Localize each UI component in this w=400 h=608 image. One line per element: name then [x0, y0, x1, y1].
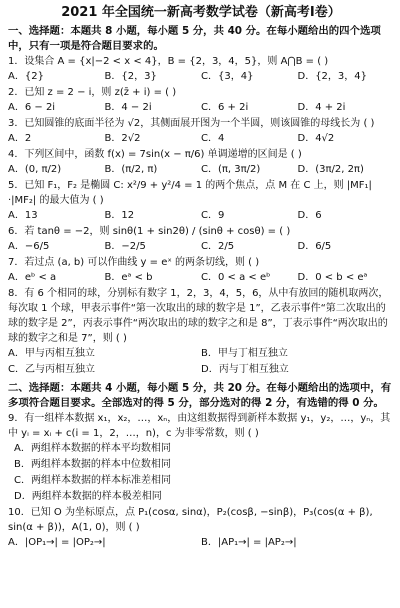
option-d: D．0 < b < eᵃ	[297, 272, 368, 283]
question-6: 6．若 tanθ = −2，则 sinθ(1 + sin2θ) / (sinθ + cosθ) = ( )	[8, 226, 291, 237]
option-d: D．两组样本数据的样本极差相同	[14, 491, 162, 502]
question-3-options	[8, 131, 394, 147]
question-2: 2．已知 z = 2 − i，则 z(z̄ + i) = ( )	[8, 87, 177, 98]
question-6-options	[8, 239, 394, 255]
option-d: D．4 + 2i	[297, 102, 346, 113]
option-b: B．|AP₁→| = |AP₂→|	[201, 537, 297, 548]
option-b: B．2√2	[104, 133, 141, 144]
section-1-header: 一、选择题：本题共 8 小题，每小题 5 分，共 40 分。在每小题给出的四个选项中，只有一项是符合题目要求的。	[8, 25, 381, 52]
option-a: A．6 − 2i	[8, 102, 56, 113]
question-1: 1．设集合 A = {x|−2 < x < 4}，B = {2，3，4，5}，则 A⋂B = ( )	[8, 56, 329, 67]
option-b: B．两组样本数据的样本中位数相同	[14, 459, 171, 470]
question-10: 10．已知 O 为坐标原点，点 P₁(cosα, sinα)，P₂(cosβ, −sinβ)，P₃(cos(α + β), sin(α + β))，A(1, 0)，则 ( )	[8, 507, 373, 533]
option-c: C．2/5	[201, 241, 235, 252]
option-d: D．4√2	[297, 133, 335, 144]
option-a: A．|OP₁→| = |OP₂→|	[8, 537, 106, 548]
question-5: 5．已知 F₁，F₂ 是椭圆 C: x²/9 + y²/4 = 1 的两个焦点，点 M 在 C 上，则 |MF₁|·|MF₂| 的最大值为 ( )	[8, 180, 372, 206]
exam-title: 2021 年全国统一新高考数学试卷（新高考Ⅰ卷）	[61, 5, 341, 20]
option-a: A．−6/5	[8, 241, 50, 252]
question-1-options	[8, 69, 394, 85]
question-5-options	[8, 208, 394, 224]
option-b: B．{2，3}	[104, 71, 157, 82]
option-c: C．4	[201, 133, 225, 144]
option-b: B．4 − 2i	[104, 102, 152, 113]
option-b: B．甲与丁相互独立	[201, 348, 288, 359]
option-d: D．{2，3，4}	[297, 71, 368, 82]
option-b: B．12	[104, 210, 135, 221]
option-c: C．{3，4}	[201, 71, 254, 82]
question-7: 7．若过点 (a, b) 可以作曲线 y = eˣ 的两条切线，则 ( )	[8, 257, 260, 268]
question-10-options	[8, 535, 394, 551]
question-2-options	[8, 100, 394, 116]
option-b: B．(π/2, π)	[104, 164, 158, 175]
option-d: D．6	[297, 210, 322, 221]
option-a: A．eᵇ < a	[8, 272, 57, 283]
option-a: A．两组样本数据的样本平均数相同	[14, 443, 171, 454]
question-8-options-row-1	[8, 346, 394, 362]
option-a: A．2	[8, 133, 32, 144]
question-4: 4．下列区间中，函数 f(x) = 7sin(x − π/6) 单调递增的区间是 ( )	[8, 149, 302, 160]
option-c: C．两组样本数据的样本标准差相同	[14, 475, 171, 486]
option-d: D．丙与丁相互独立	[201, 364, 289, 375]
option-b: B．−2/5	[104, 241, 146, 252]
section-2-header: 二、选择题：本题共 4 小题，每小题 5 分，共 20 分。在每小题给出的选项中，有多项符合题目要求。全部选对的得 5 分，部分选对的得 2 分，有选错的得 0 分。	[8, 382, 392, 409]
exam-page	[8, 4, 394, 604]
option-a: A．甲与丙相互独立	[8, 348, 95, 359]
option-a: A．13	[8, 210, 38, 221]
option-d: D．6/5	[297, 241, 332, 252]
question-4-options	[8, 162, 394, 178]
option-c: C．6 + 2i	[201, 102, 249, 113]
option-d: D．(3π/2, 2π)	[297, 164, 364, 175]
option-c: C．9	[201, 210, 225, 221]
option-a: A．{2}	[8, 71, 44, 82]
question-3: 3．已知圆锥的底面半径为 √2，其侧面展开图为一个半圆，则该圆锥的母线长为 ( )	[8, 118, 375, 129]
option-c: C．(π, 3π/2)	[201, 164, 261, 175]
option-a: A．(0, π/2)	[8, 164, 62, 175]
question-7-options	[8, 270, 394, 286]
option-c: C．乙与丙相互独立	[8, 364, 95, 375]
question-8-options-row-2	[8, 362, 394, 378]
question-9: 9．有一组样本数据 x₁，x₂，…，xₙ，由这组数据得到新样本数据 y₁，y₂，…，yₙ，其中 yᵢ = xᵢ + c(i = 1，2，…，n)，c 为非零常数，则 ( )	[8, 413, 391, 439]
option-b: B．eᵃ < b	[104, 272, 153, 283]
question-8: 8．有 6 个相同的球，分别标有数字 1，2，3，4，5，6，从中有放回的随机取两次，每次取 1 个球，甲表示事件“第一次取出的球的数字是 1”，乙表示事件“第二次取出的球的数字是 2”，丙表示事件“两次取出的球的数字之和是 8”，丁表示事件“两次取出的球的数字之和是 7”，则 ( )	[8, 288, 389, 344]
option-c: C．0 < a < eᵇ	[201, 272, 271, 283]
